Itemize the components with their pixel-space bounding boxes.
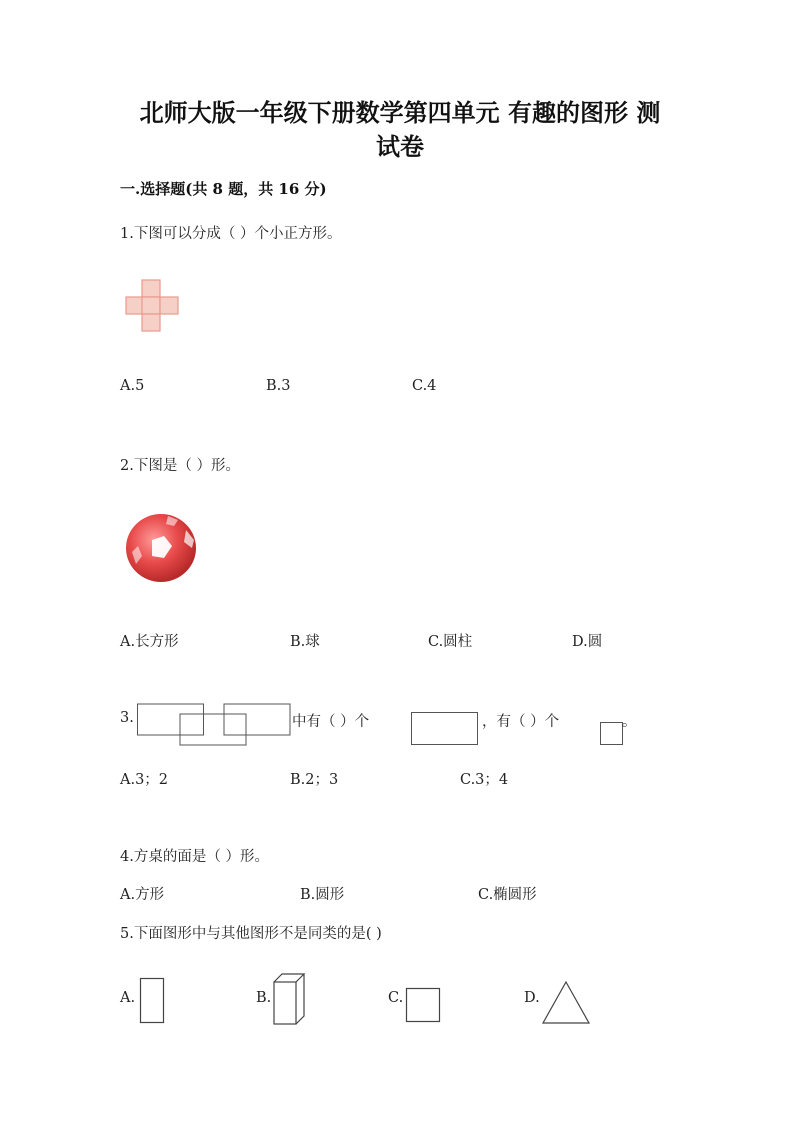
q4-option-b[interactable]: B.圆形 [300, 887, 345, 903]
triangle-figure [542, 980, 592, 1026]
rectangle-icon [411, 712, 479, 746]
cross-shape-figure [124, 278, 184, 334]
q3-option-a[interactable]: A.3；2 [120, 772, 169, 788]
question-5-text: 5.下面图形中与其他图形不是同类的是( ) [120, 926, 382, 942]
q4-option-c[interactable]: C.椭圆形 [478, 887, 537, 903]
q2-option-c[interactable]: C.圆柱 [428, 634, 473, 650]
q3-option-b[interactable]: B.2；3 [290, 772, 339, 788]
section-header: 一.选择题(共 8 题，共 16 分) [120, 180, 327, 198]
square-icon [600, 722, 624, 746]
q1-option-b[interactable]: B.3 [266, 378, 291, 394]
ball-figure [124, 512, 200, 584]
question-2-text: 2.下图是（ ）形。 [120, 458, 240, 474]
tall-rectangle-figure [140, 978, 166, 1024]
q3-prefix: 3. [120, 710, 134, 726]
question-4-text: 4.方桌的面是（ ）形。 [120, 849, 269, 865]
overlapping-rectangles-figure [137, 702, 293, 748]
title-line-1: 北师大版一年级下册数学第四单元 有趣的图形 测 [139, 99, 661, 127]
page-title [100, 96, 700, 164]
q5-option-d[interactable]: D. [524, 990, 540, 1006]
q2-option-a[interactable]: A.长方形 [120, 634, 179, 650]
q1-option-a[interactable]: A.5 [120, 378, 145, 394]
q5-option-c[interactable]: C. [388, 990, 404, 1006]
q3-option-c[interactable]: C.3；4 [460, 772, 509, 788]
q4-option-a[interactable]: A.方形 [120, 887, 165, 903]
square-figure [406, 988, 442, 1024]
title-line-2: 试卷 [376, 133, 424, 161]
cuboid-figure [272, 972, 308, 1026]
q5-option-b[interactable]: B. [256, 990, 272, 1006]
q2-option-b[interactable]: B.球 [290, 634, 320, 650]
q3-middle-text-1: 中有（ ）个 [292, 714, 370, 730]
q3-middle-text-2: ，有（ ）个 [482, 714, 560, 730]
q3-end: 。 [622, 714, 637, 730]
q1-option-c[interactable]: C.4 [412, 378, 437, 394]
question-1-text: 1.下图可以分成（ ）个小正方形。 [120, 226, 342, 242]
q2-option-d[interactable]: D.圆 [572, 634, 603, 650]
q5-option-a[interactable]: A. [120, 990, 136, 1006]
